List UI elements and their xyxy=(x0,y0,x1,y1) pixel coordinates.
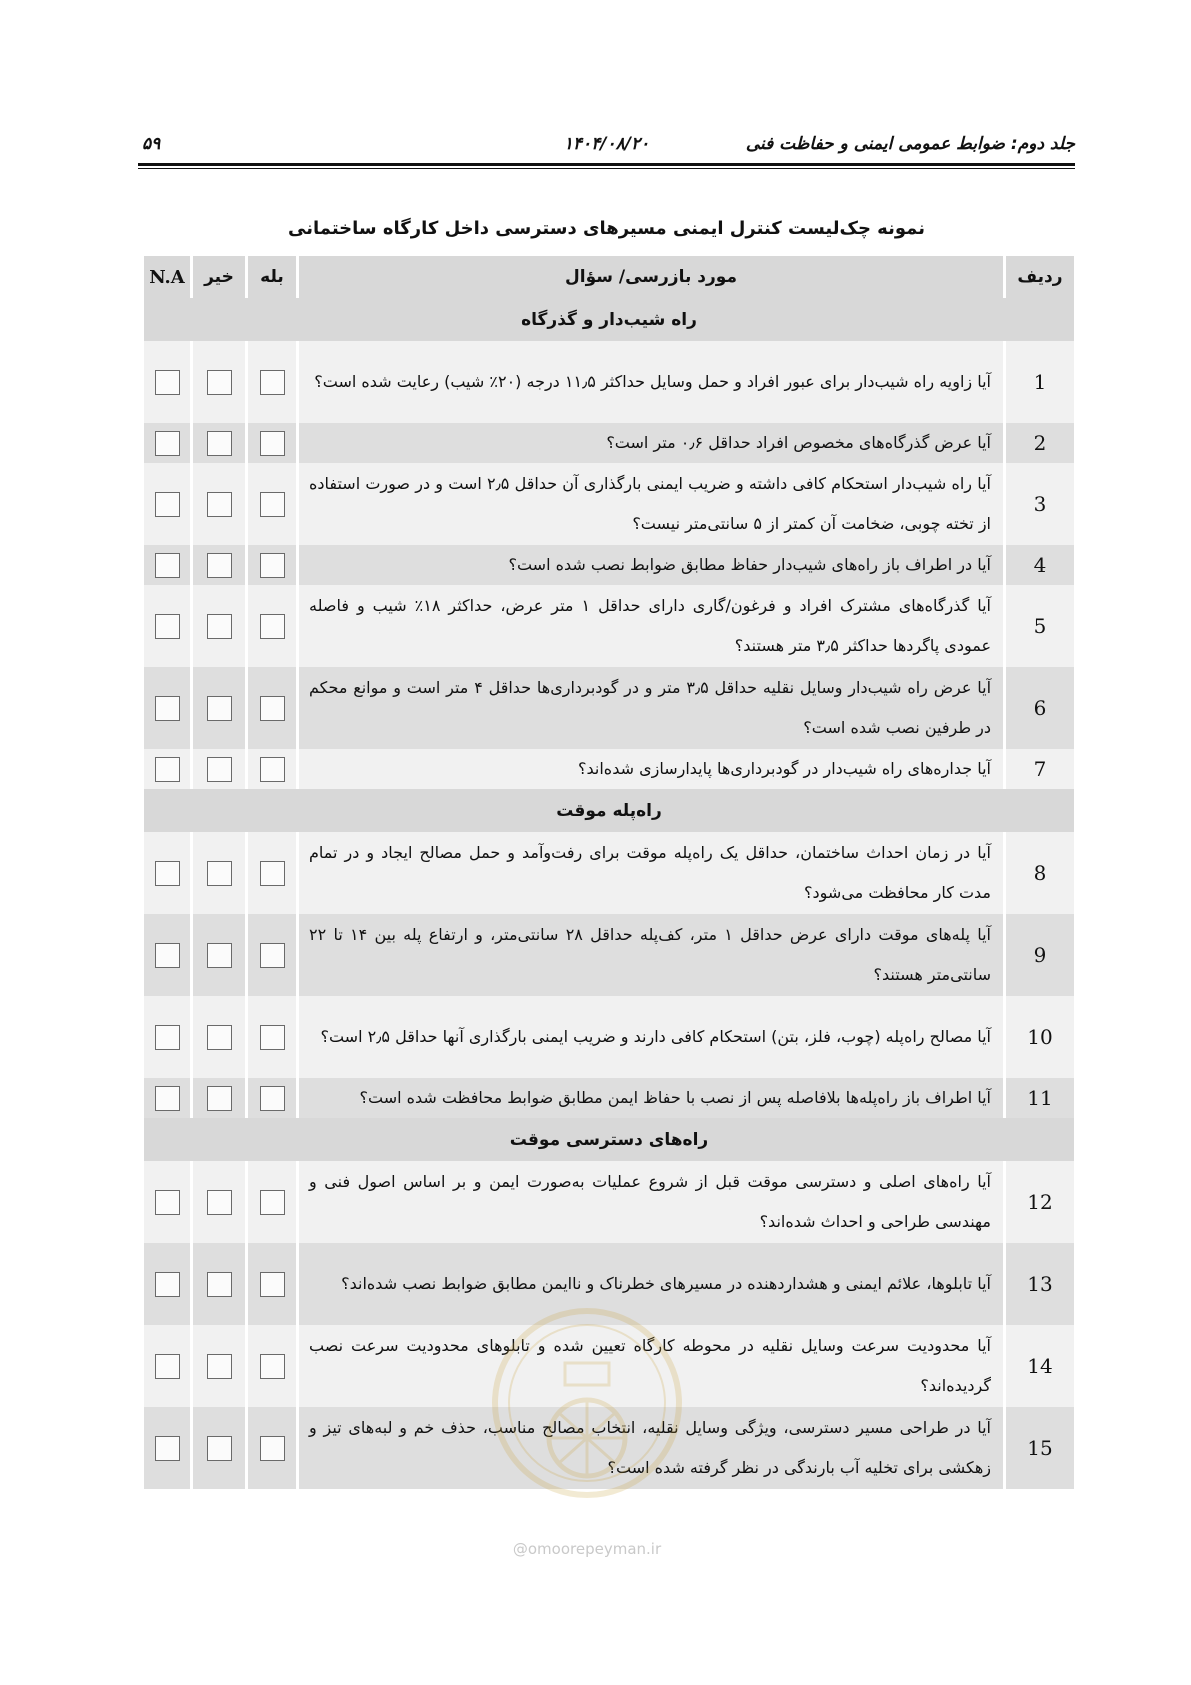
yes-checkbox[interactable] xyxy=(260,1025,285,1050)
question-text: آیا راه‌های اصلی و دسترسی موقت قبل از شروع عملیات به‌صورت ایمن و بر اساس اصول فنی و مهندسی طراحی و احداث شده‌اند؟ xyxy=(298,1161,1005,1243)
question-text: آیا محدودیت سرعت وسایل نقلیه در محوطه کارگاه تعیین شده و تابلوهای محدودیت سرعت نصب گردیده‌اند؟ xyxy=(298,1325,1005,1407)
no-checkbox[interactable] xyxy=(207,1436,232,1461)
table-row xyxy=(143,1243,1076,1325)
no-checkbox[interactable] xyxy=(207,943,232,968)
no-checkbox[interactable] xyxy=(207,1025,232,1050)
no-checkbox[interactable] xyxy=(207,1086,232,1111)
section-row xyxy=(143,298,1076,341)
na-checkbox[interactable] xyxy=(155,614,180,639)
row-number: 9 xyxy=(1005,914,1076,996)
table-row xyxy=(143,1407,1076,1489)
row-number: 3 xyxy=(1005,463,1076,545)
row-number: 11 xyxy=(1005,1078,1076,1118)
no-checkbox[interactable] xyxy=(207,1272,232,1297)
header-date: ۱۴۰۴/۰۸/۲۰ xyxy=(563,134,650,154)
document-title: نمونه چک‌لیست کنترل ایمنی مسیرهای دسترسی داخل کارگاه ساختمانی xyxy=(288,218,925,239)
table-row xyxy=(143,914,1076,996)
question-text: آیا راه شیب‌دار استحکام کافی داشته و ضریب ایمنی بارگذاری آن حداقل ۲٫۵ است و در صورت استفاده از تخته چوبی، ضخامت آن کمتر از ۵ سانتی‌متر نیست؟ xyxy=(298,463,1005,545)
na-checkbox[interactable] xyxy=(155,431,180,456)
na-checkbox[interactable] xyxy=(155,1436,180,1461)
checklist-table xyxy=(141,256,1077,1489)
section-title: راه‌پله موقت xyxy=(143,789,1076,832)
yes-checkbox[interactable] xyxy=(260,1272,285,1297)
table-header-row xyxy=(143,256,1076,298)
row-number: 5 xyxy=(1005,585,1076,667)
question-text: آیا در زمان احداث ساختمان، حداقل یک راه‌پله موقت برای رفت‌وآمد و حمل مصالح ایجاد و در تمام مدت کار محافظت می‌شود؟ xyxy=(298,832,1005,914)
yes-checkbox[interactable] xyxy=(260,1436,285,1461)
no-checkbox[interactable] xyxy=(207,861,232,886)
question-text: آیا پله‌های موقت دارای عرض حداقل ۱ متر، کف‌پله حداقل ۲۸ سانتی‌متر، و ارتفاع پله بین ۱۴ تا ۲۲ سانتی‌متر هستند؟ xyxy=(298,914,1005,996)
no-checkbox[interactable] xyxy=(207,757,232,782)
no-checkbox[interactable] xyxy=(207,370,232,395)
chapter-title: جلد دوم: ضوابط عمومی ایمنی و حفاظت فنی xyxy=(745,134,1075,154)
column-header-no: خیر xyxy=(192,256,247,298)
row-number: 8 xyxy=(1005,832,1076,914)
table-row xyxy=(143,749,1076,789)
section-row xyxy=(143,789,1076,832)
question-text: آیا عرض گذرگاه‌های مخصوص افراد حداقل ۰٫۶ متر است؟ xyxy=(298,423,1005,463)
na-checkbox[interactable] xyxy=(155,943,180,968)
yes-checkbox[interactable] xyxy=(260,492,285,517)
yes-checkbox[interactable] xyxy=(260,757,285,782)
table-row xyxy=(143,463,1076,545)
na-checkbox[interactable] xyxy=(155,861,180,886)
row-number: 15 xyxy=(1005,1407,1076,1489)
column-header-question: مورد بازرسی/ سؤال xyxy=(298,256,1005,298)
question-text: آیا در طراحی مسیر دسترسی، ویژگی وسایل نقلیه، انتخاب مصالح مناسب، حذف خم و لبه‌های تیز و زهکشی برای تخلیه آب بارندگی در نظر گرفته شده است؟ xyxy=(298,1407,1005,1489)
yes-checkbox[interactable] xyxy=(260,1354,285,1379)
page-number: ۵۹ xyxy=(142,134,161,154)
na-checkbox[interactable] xyxy=(155,1272,180,1297)
row-number: 7 xyxy=(1005,749,1076,789)
no-checkbox[interactable] xyxy=(207,492,232,517)
question-text: آیا تابلوها، علائم ایمنی و هشداردهنده در مسیرهای خطرناک و ناایمن مطابق ضوابط نصب شده‌اند؟ xyxy=(298,1243,1005,1325)
na-checkbox[interactable] xyxy=(155,1086,180,1111)
na-checkbox[interactable] xyxy=(155,553,180,578)
table-row xyxy=(143,1161,1076,1243)
yes-checkbox[interactable] xyxy=(260,1086,285,1111)
table-row xyxy=(143,667,1076,749)
table-row xyxy=(143,832,1076,914)
table-row xyxy=(143,1078,1076,1118)
no-checkbox[interactable] xyxy=(207,1190,232,1215)
header-rule-thin xyxy=(138,168,1075,169)
page-header xyxy=(138,126,1075,156)
row-number: 2 xyxy=(1005,423,1076,463)
no-checkbox[interactable] xyxy=(207,431,232,456)
row-number: 12 xyxy=(1005,1161,1076,1243)
table-row xyxy=(143,423,1076,463)
column-header-yes: بله xyxy=(247,256,298,298)
question-text: آیا مصالح راه‌پله (چوب، فلز، بتن) استحکام کافی دارند و ضریب ایمنی بارگذاری آنها حداقل ۲٫۵ است؟ xyxy=(298,996,1005,1078)
table-row xyxy=(143,1325,1076,1407)
row-number: 10 xyxy=(1005,996,1076,1078)
yes-checkbox[interactable] xyxy=(260,431,285,456)
yes-checkbox[interactable] xyxy=(260,861,285,886)
na-checkbox[interactable] xyxy=(155,1354,180,1379)
section-row xyxy=(143,1118,1076,1161)
yes-checkbox[interactable] xyxy=(260,614,285,639)
question-text: آیا اطراف باز راه‌پله‌ها بلافاصله پس از نصب با حفاظ ایمن مطابق ضوابط محافظت شده است؟ xyxy=(298,1078,1005,1118)
table-row xyxy=(143,341,1076,423)
na-checkbox[interactable] xyxy=(155,1025,180,1050)
row-number: 14 xyxy=(1005,1325,1076,1407)
no-checkbox[interactable] xyxy=(207,1354,232,1379)
section-title: راه شیب‌دار و گذرگاه xyxy=(143,298,1076,341)
na-checkbox[interactable] xyxy=(155,757,180,782)
row-number: 1 xyxy=(1005,341,1076,423)
question-text: آیا گذرگاه‌های مشترک افراد و فرغون/گاری دارای حداقل ۱ متر عرض، حداکثر ۱۸٪ شیب و فاصله عمودی پاگردها حداکثر ۳٫۵ متر هستند؟ xyxy=(298,585,1005,667)
column-header-number: ردیف xyxy=(1005,256,1076,298)
watermark-site: @omoorepeyman.ir xyxy=(512,1540,662,1558)
question-text: آیا جداره‌های راه شیب‌دار در گودبرداری‌ها پایدارسازی شده‌اند؟ xyxy=(298,749,1005,789)
yes-checkbox[interactable] xyxy=(260,696,285,721)
table-row xyxy=(143,585,1076,667)
header-rule-thick xyxy=(138,163,1075,166)
section-title: راه‌های دسترسی موقت xyxy=(143,1118,1076,1161)
question-text: آیا در اطراف باز راه‌های شیب‌دار حفاظ مطابق ضوابط نصب شده است؟ xyxy=(298,545,1005,585)
question-text: آیا عرض راه شیب‌دار وسایل نقلیه حداقل ۳٫۵ متر و در گودبرداری‌ها حداقل ۴ متر است و موانع محکم در طرفین نصب شده است؟ xyxy=(298,667,1005,749)
yes-checkbox[interactable] xyxy=(260,370,285,395)
table-row xyxy=(143,996,1076,1078)
no-checkbox[interactable] xyxy=(207,614,232,639)
row-number: 6 xyxy=(1005,667,1076,749)
question-text: آیا زاویه راه شیب‌دار برای عبور افراد و حمل وسایل حداکثر ۱۱٫۵ درجه (۲۰٪ شیب) رعایت شده است؟ xyxy=(298,341,1005,423)
na-checkbox[interactable] xyxy=(155,370,180,395)
column-header-na: N.A xyxy=(143,256,192,298)
yes-checkbox[interactable] xyxy=(260,1190,285,1215)
na-checkbox[interactable] xyxy=(155,1190,180,1215)
na-checkbox[interactable] xyxy=(155,696,180,721)
yes-checkbox[interactable] xyxy=(260,943,285,968)
table-row xyxy=(143,545,1076,585)
no-checkbox[interactable] xyxy=(207,696,232,721)
yes-checkbox[interactable] xyxy=(260,553,285,578)
no-checkbox[interactable] xyxy=(207,553,232,578)
row-number: 4 xyxy=(1005,545,1076,585)
na-checkbox[interactable] xyxy=(155,492,180,517)
row-number: 13 xyxy=(1005,1243,1076,1325)
